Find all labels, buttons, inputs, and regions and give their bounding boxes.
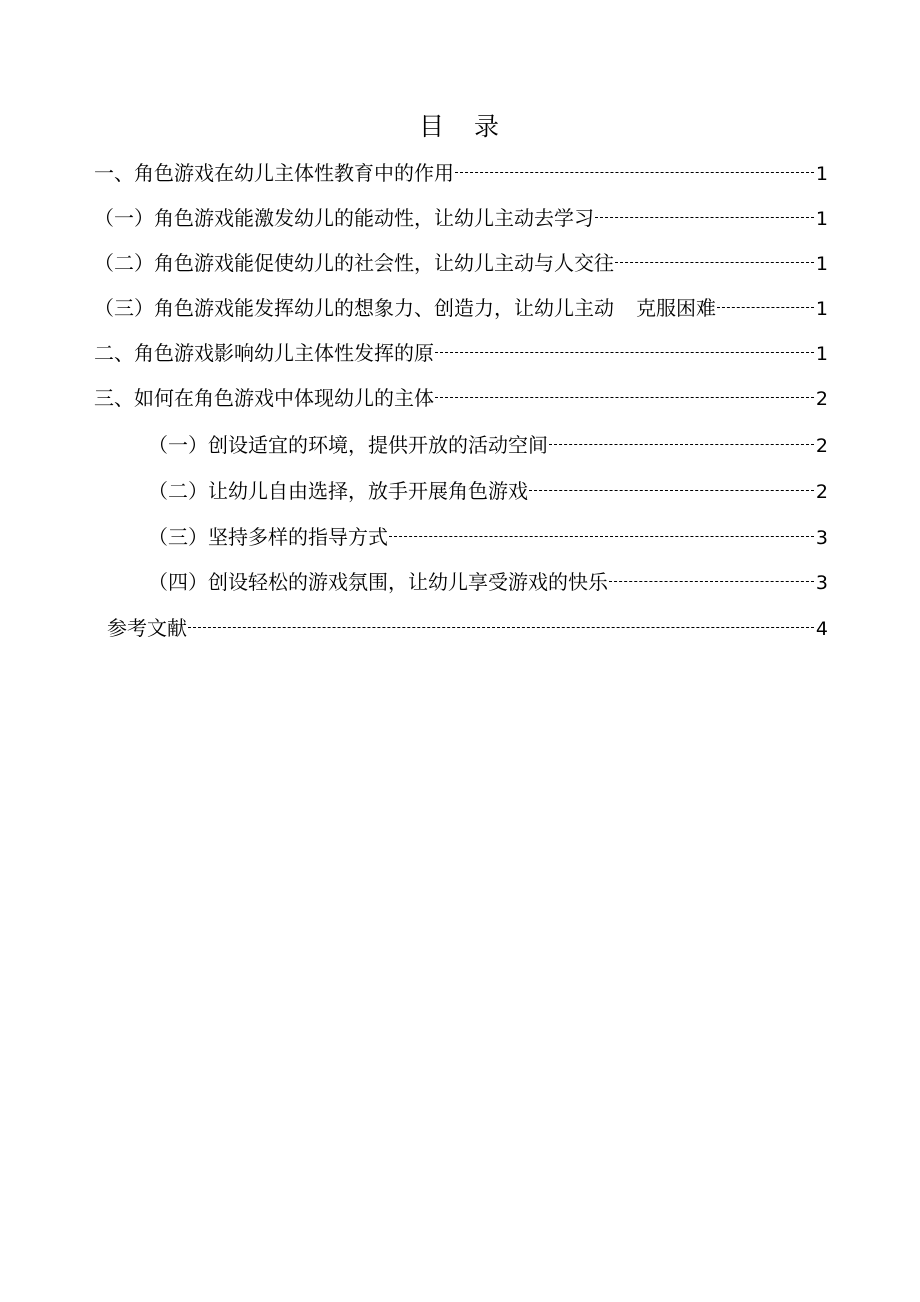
toc-page-number: 3 [815, 572, 828, 594]
toc-entry-section-3-4[interactable] [148, 569, 828, 596]
toc-entry-label: （三）坚持多样的指导方式 [148, 525, 388, 549]
toc-entry-section-3-1[interactable] [148, 432, 828, 459]
toc-leader [609, 581, 814, 582]
toc-entry-label-part-a: （三）角色游戏能发挥幼儿的想象力、创造力，让幼儿主动 [94, 296, 614, 320]
toc-leader [188, 627, 814, 628]
toc-entry-label: 参考文献 [107, 616, 187, 640]
toc-leader [435, 397, 814, 398]
toc-entry-section-1[interactable] [94, 160, 828, 187]
toc-entry-section-1-1[interactable] [94, 205, 828, 232]
toc-page-number: 1 [815, 163, 828, 185]
toc-entry-label: 三、如何在角色游戏中体现幼儿的主体 [94, 386, 434, 410]
toc-page-number: 1 [815, 208, 828, 230]
toc-entry-section-2[interactable] [94, 340, 828, 367]
toc-entry-label [94, 295, 716, 321]
toc-page-number: 4 [815, 618, 828, 640]
toc-title [0, 112, 920, 142]
toc-leader [435, 352, 814, 353]
toc-entry-section-1-3[interactable] [94, 295, 828, 322]
toc-leader [595, 217, 814, 218]
toc-title-char-1: 目 [418, 112, 446, 141]
toc-entry-label: 一、角色游戏在幼儿主体性教育中的作用 [94, 161, 454, 185]
toc-entry-references[interactable] [107, 615, 828, 642]
toc-entry-section-3-3[interactable] [148, 524, 828, 551]
toc-entry-label: （二）让幼儿自由选择，放手开展角色游戏 [148, 479, 528, 503]
toc-page-number: 1 [815, 298, 828, 320]
toc-leader [549, 444, 814, 445]
toc-leader [717, 307, 814, 308]
toc-leader [529, 490, 814, 491]
toc-leader [455, 172, 814, 173]
toc-title-char-2: 录 [474, 112, 502, 141]
toc-entry-label: （四）创设轻松的游戏氛围，让幼儿享受游戏的快乐 [148, 570, 608, 594]
toc-entry-section-3[interactable] [94, 385, 828, 412]
toc-leader [389, 536, 814, 537]
toc-entry-label: 二、角色游戏影响幼儿主体性发挥的原 [94, 341, 434, 365]
toc-entry-label-part-b: 克服困难 [636, 296, 716, 320]
toc-page-number: 2 [815, 481, 828, 503]
toc-page-number: 1 [815, 253, 828, 275]
toc-page-number: 3 [815, 527, 828, 549]
toc-entry-label: （二）角色游戏能促使幼儿的社会性，让幼儿主动与人交往 [94, 251, 614, 275]
toc-page-number: 2 [815, 435, 828, 457]
toc-entry-label: （一）角色游戏能激发幼儿的能动性，让幼儿主动去学习 [94, 206, 594, 230]
toc-entry-section-1-2[interactable] [94, 250, 828, 277]
toc-page-number: 2 [815, 388, 828, 410]
toc-entry-section-3-2[interactable] [148, 478, 828, 505]
toc-leader [615, 262, 814, 263]
toc-page-number: 1 [815, 343, 828, 365]
toc-entry-label: （一）创设适宜的环境，提供开放的活动空间 [148, 433, 548, 457]
